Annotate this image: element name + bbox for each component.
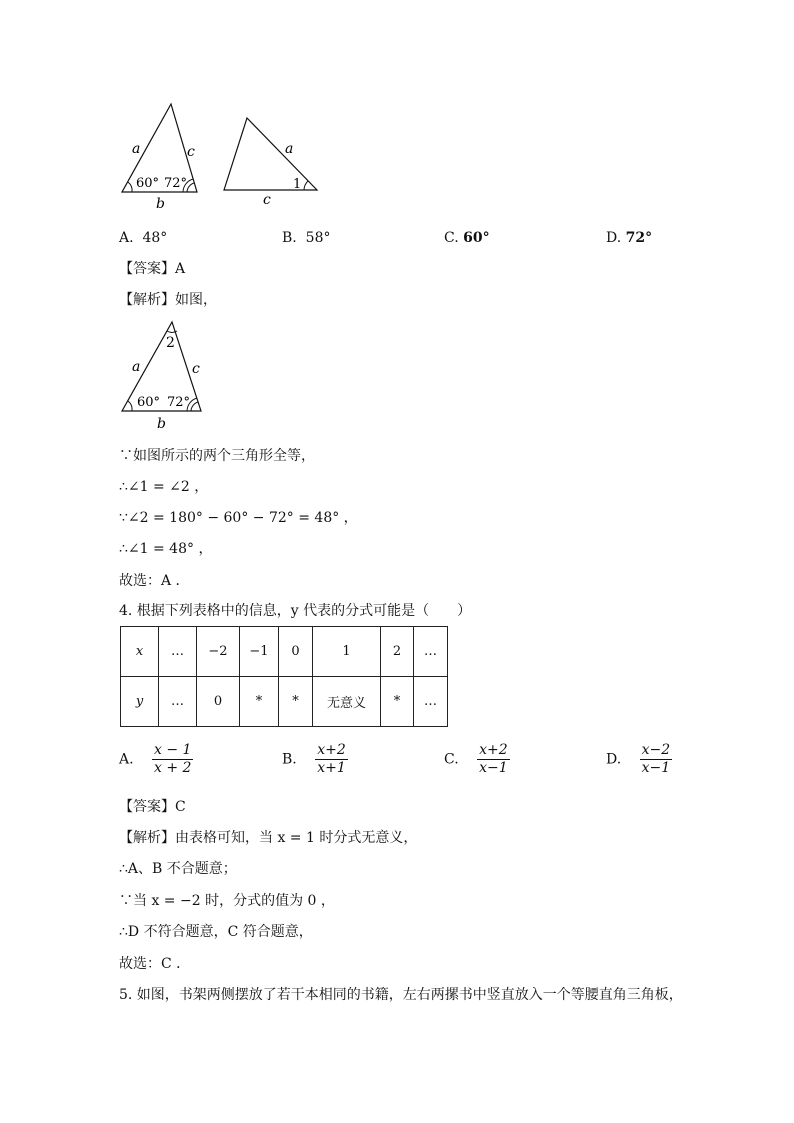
q3-step-5: 故选：A ． [119,573,190,589]
side-a-label: a [132,359,141,375]
angle-60-label: 60° [136,176,160,191]
q4-answer: 【答案】C [119,799,186,815]
fraction: $\frac{x+2}{x-1}$ [479,742,508,776]
fraction: $\frac{x - 1}{x + 2}$ [154,742,192,776]
table-cell: * [240,677,279,727]
q4-step-5: 故选：C ． [119,956,191,972]
triangles-figure [110,98,330,213]
q4-option-a: A. $\frac{x - 1}{x + 2}$ [119,742,192,776]
q3-step-2: ∴∠1 = ∠2 ， [119,479,209,495]
side-a-label: a [285,141,294,157]
analysis-triangle-figure [110,316,220,436]
table-cell: … [414,677,448,727]
q3-step-4: ∴∠1 = 48° ， [119,541,213,557]
side-c-label: c [263,192,271,208]
q5-question: 5. 如图，书架两侧摆放了若干本相同的书籍，左右两摞书中竖直放入一个等腰直角三角板， [119,987,683,1003]
q3-answer: 【答案】A [119,261,186,277]
table-cell: x [121,627,159,677]
table-row-y [121,677,448,727]
table-cell: −1 [240,627,279,677]
q4-step-2: ∴A、B 不合题意； [119,861,237,877]
side-b-label: b [157,416,166,432]
table-cell: … [159,677,197,727]
angle-1-label: 1 [293,177,302,192]
q3-step-3: ∵∠2 = 180° − 60° − 72° = 48° ， [119,510,358,526]
table-cell: 0 [197,677,240,727]
side-b-label: b [156,196,165,212]
angle-72-label: 72° [167,395,191,410]
q4-question: 4. 根据下列表格中的信息，y 代表的分式可能是（ ） [119,603,472,619]
table-cell: 2 [381,627,414,677]
fraction: $\frac{x-2}{x-1}$ [641,742,671,776]
q4-step-3: ∵当 x = −2 时，分式的值为 0 ， [119,893,335,909]
side-a-label: a [132,141,141,157]
table-cell: * [381,677,414,727]
q4-option-d: D. $\frac{x-2}{x-1}$ [606,742,671,776]
q3-analysis-intro: 【解析】如图， [119,292,217,308]
q4-value-table [120,626,448,727]
table-cell: … [159,627,197,677]
angle-2-label: 2 [166,335,175,351]
q3-option-d: D. 72° [606,230,653,246]
q4-option-c: C. $\frac{x+2}{x-1}$ [444,742,508,776]
q3-option-c: C. 60° [444,230,490,246]
q4-step-4: ∴D 不符合题意，C 符合题意， [119,924,313,940]
side-c-label: c [187,144,195,160]
q4-step-1: 【解析】由表格可知，当 x = 1 时分式无意义， [119,830,418,846]
q3-option-a: A. 48° [119,230,168,246]
angle-72-label: 72° [164,176,188,191]
triangle-left [122,104,197,212]
table-row-x [121,627,448,677]
table-cell: −2 [197,627,240,677]
table-cell: 0 [279,627,313,677]
triangle-right [224,118,317,208]
angle-60-label: 60° [137,395,161,410]
side-c-label: c [192,361,200,377]
table-cell: * [279,677,313,727]
q4-option-b: B. $\frac{x+2}{x+1}$ [282,742,346,776]
q3-step-1: ∵如图所示的两个三角形全等， [119,448,315,464]
table-cell: 无意义 [313,677,381,727]
table-cell: y [121,677,159,727]
fraction: $\frac{x+2}{x+1}$ [317,742,346,776]
q3-option-b: B. 58° [282,230,331,246]
table-cell: 1 [313,627,381,677]
table-cell: … [414,627,448,677]
